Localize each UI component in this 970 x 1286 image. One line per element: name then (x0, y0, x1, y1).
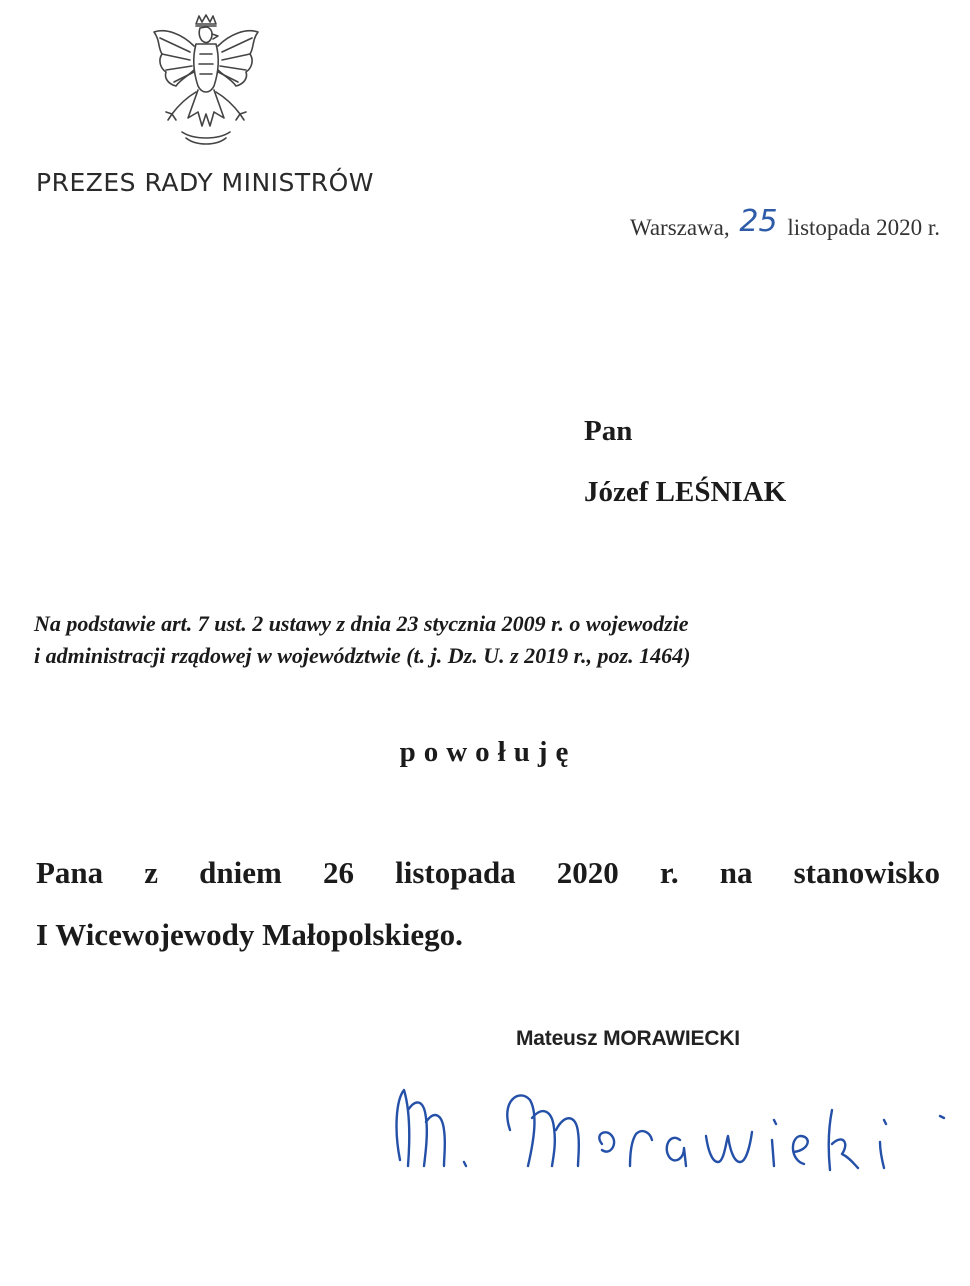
decision-text (36, 842, 940, 966)
dateline-city: Warszawa, (629, 215, 730, 240)
appointment-verb: powołuję (399, 736, 577, 768)
decision-line-2: I Wicewojewody Małopolskiego. (36, 917, 463, 952)
legal-basis-line-1: Na podstawie art. 7 ust. 2 ustawy z dnia 23 stycznia 2009 r. o wojewodzie (34, 611, 689, 636)
addressee-name: Józef LEŚNIAK (584, 476, 787, 508)
dateline-day: 25 (739, 204, 778, 239)
addressee-salutation: Pan (584, 415, 633, 447)
dateline-month-year: listopada 2020 r. (787, 215, 940, 240)
decision-line-1: Pana z dniem 26 listopada 2020 r. na stanowisko (36, 855, 940, 890)
signatory-name: Mateusz MORAWIECKI (516, 1027, 740, 1050)
handwritten-signature (380, 1070, 970, 1200)
eagle-emblem-icon (146, 14, 266, 148)
legal-basis (34, 608, 940, 672)
dateline (629, 204, 940, 243)
legal-basis-line-2: i administracji rządowej w województwie (t. j. Dz. U. z 2019 r., poz. 1464) (34, 643, 691, 668)
office-title: PREZES RADY MINISTRÓW (36, 168, 374, 197)
